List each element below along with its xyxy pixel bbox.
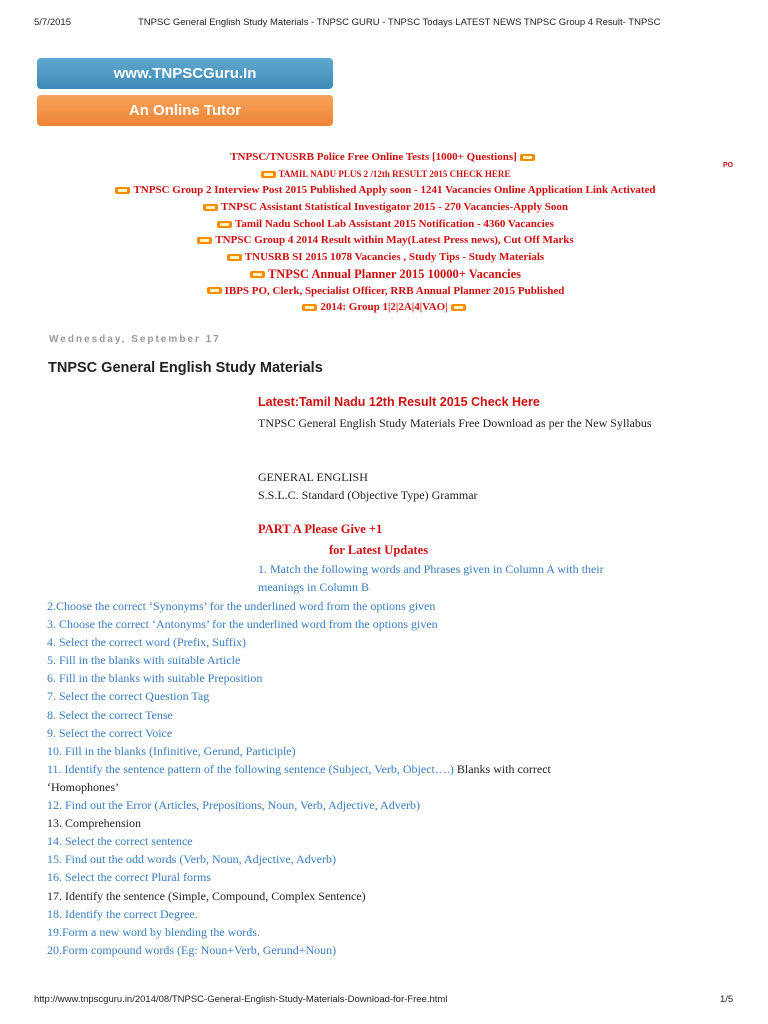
- new-badge-icon: [250, 271, 265, 278]
- latest-result-link[interactable]: Latest:Tamil Nadu 12th Result 2015 Check Here: [258, 395, 540, 409]
- print-header: [0, 17, 768, 31]
- new-badge-icon: [302, 304, 317, 311]
- ticker-item[interactable]: TNPSC Group 2 Interview Post 2015 Published Apply soon - 1241 Vacancies Online Application Link Activated: [0, 182, 768, 199]
- post-date-header: Wednesday, September 17: [49, 334, 221, 345]
- syllabus-item[interactable]: 16. Select the correct Plural forms: [47, 870, 211, 885]
- new-badge-icon: [520, 154, 535, 161]
- print-url: http://www.tnpscguru.in/2014/08/TNPSC-General-English-Study-Materials-Download-for-Free.html: [34, 994, 448, 1005]
- ticker-item[interactable]: TNUSRB SI 2015 1078 Vacancies , Study Tips - Study Materials: [0, 249, 768, 266]
- syllabus-item[interactable]: [47, 760, 647, 778]
- new-badge-icon: [261, 171, 276, 178]
- post-intro: TNPSC General English Study Materials Free Download as per the New Syllabus: [258, 416, 652, 430]
- syllabus-item[interactable]: 5. Fill in the blanks with suitable Article: [47, 653, 241, 668]
- syllabus-list: [47, 597, 647, 959]
- part-a-heading: PART A Please Give +1: [258, 522, 383, 536]
- side-note[interactable]: PO: [723, 162, 734, 169]
- post-title[interactable]: TNPSC General English Study Materials: [48, 360, 323, 376]
- new-badge-icon: [207, 287, 222, 294]
- ticker-item[interactable]: IBPS PO, Clerk, Specialist Officer, RRB Annual Planner 2015 Published: [0, 283, 768, 300]
- print-date: 5/7/2015: [34, 17, 71, 28]
- syllabus-item[interactable]: 12. Find out the Error (Articles, Prepositions, Noun, Verb, Adjective, Adverb): [47, 798, 421, 813]
- syllabus-item[interactable]: 9. Select the correct Voice: [47, 725, 173, 740]
- ticker-item[interactable]: TAMIL NADU PLUS 2 /12th RESULT 2015 CHECK HERE: [0, 166, 768, 183]
- print-page-number: 1/5: [720, 994, 734, 1005]
- for-latest-updates: for Latest Updates: [329, 543, 429, 557]
- syllabus-item[interactable]: 18. Identify the correct Degree.: [47, 906, 198, 921]
- syllabus-item[interactable]: 1. Match the following words and Phrases given in Column A with their meanings in Column B: [258, 562, 604, 594]
- print-title: TNPSC General English Study Materials - TNPSC GURU - TNPSC Todays LATEST NEWS TNPSC Group 4 Result- TNPSC: [138, 17, 661, 28]
- ticker-item[interactable]: Tamil Nadu School Lab Assistant 2015 Notification - 4360 Vacancies: [0, 216, 768, 233]
- syllabus-item[interactable]: 14. Select the correct sentence: [47, 834, 193, 849]
- syllabus-item[interactable]: 13. Comprehension: [47, 816, 141, 831]
- new-badge-icon: [197, 237, 212, 244]
- syllabus-item[interactable]: 20.Form compound words (Eg: Noun+Verb, Gerund+Noun): [47, 942, 337, 957]
- new-badge-icon: [217, 221, 232, 228]
- general-english-heading: GENERAL ENGLISH: [258, 470, 368, 484]
- syllabus-item[interactable]: 17. Identify the sentence (Simple, Compound, Complex Sentence): [47, 888, 366, 903]
- syllabus-item[interactable]: 7. Select the correct Question Tag: [47, 689, 210, 704]
- ticker-item[interactable]: TNPSC Annual Planner 2015 10000+ Vacancies: [0, 266, 768, 283]
- syllabus-item[interactable]: 4. Select the correct word (Prefix, Suffix): [47, 635, 247, 650]
- new-badge-icon: [451, 304, 466, 311]
- syllabus-item[interactable]: 6. Fill in the blanks with suitable Preposition: [47, 671, 263, 686]
- syllabus-item[interactable]: 2.Choose the correct ‘Synonyms’ for the underlined word from the options given: [47, 599, 436, 613]
- syllabus-item[interactable]: ‘Homophones’: [47, 779, 119, 794]
- new-badge-icon: [227, 254, 242, 261]
- ticker-item[interactable]: 2014: Group 1|2|2A|4|VAO|: [0, 299, 768, 316]
- syllabus-item[interactable]: 15. Find out the odd words (Verb, Noun, Adjective, Adverb): [47, 852, 336, 867]
- ticker-item[interactable]: TNPSC/TNUSRB Police Free Online Tests [1000+ Questions]: [0, 149, 768, 166]
- new-badge-icon: [203, 204, 218, 211]
- ticker-item[interactable]: TNPSC Group 4 2014 Result within May(Latest Press news), Cut Off Marks: [0, 232, 768, 249]
- ticker-item[interactable]: TNPSC Assistant Statistical Investigator 2015 - 270 Vacancies-Apply Soon: [0, 199, 768, 216]
- standard-line: S.S.L.C. Standard (Objective Type) Grammar: [258, 488, 478, 502]
- new-badge-icon: [115, 187, 130, 194]
- news-ticker: [0, 149, 768, 316]
- site-banner[interactable]: www.TNPSCGuru.In: [37, 58, 333, 89]
- syllabus-item-tail: Blanks with correct: [456, 761, 551, 776]
- syllabus-item[interactable]: 10. Fill in the blanks (Infinitive, Gerund, Participle): [47, 743, 296, 758]
- syllabus-item[interactable]: 19.Form a new word by blending the words.: [47, 924, 260, 939]
- syllabus-item-text: 11. Identify the sentence pattern of the following sentence (Subject, Verb, Object….): [47, 761, 454, 776]
- tagline-banner[interactable]: An Online Tutor: [37, 95, 333, 126]
- syllabus-item[interactable]: 3. Choose the correct ‘Antonyms’ for the underlined word from the options given: [47, 617, 438, 632]
- syllabus-item[interactable]: 8. Select the correct Tense: [47, 707, 173, 722]
